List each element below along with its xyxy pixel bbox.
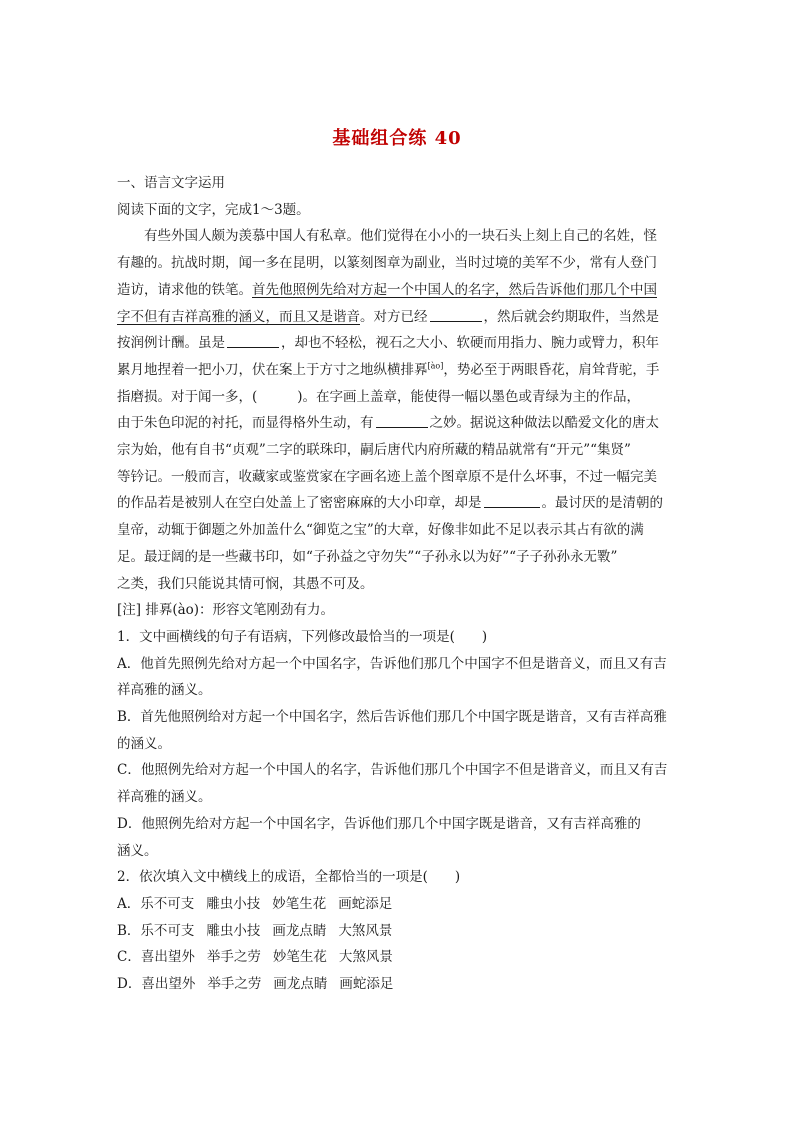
passage-line: 宗为始，他有自书“贞观”二字的联珠印，嗣后唐代内府所藏的精品就常有“开元”“集贤”: [117, 442, 631, 459]
passage-line: [117, 384, 679, 411]
fill-blank-3: [376, 413, 428, 428]
option-b: B．首先他照例给对方起一个中国名字，然后告诉他们那几个中国字既是谐音，又有吉祥高雅: [117, 709, 667, 726]
passage-text: 按润例计酬。虽是: [117, 335, 225, 352]
question-2: [117, 864, 679, 998]
passage-line: [117, 490, 679, 517]
question-1: [117, 624, 679, 864]
passage-line: 等钤记。一般而言，收藏家或鉴赏家在字画名迹上盖个图章原不是什么坏事，不过一幅完美: [117, 468, 657, 485]
option-item: 画蛇添足: [339, 976, 394, 993]
option-item: 画蛇添足: [338, 895, 393, 912]
option-item: 妙笔生花: [272, 949, 327, 966]
option-item: 大煞风景: [338, 922, 393, 939]
option-item: 大煞风景: [338, 949, 393, 966]
underlined-sentence: 首先他照例先给对方起一个中国人的名字，然后告诉他们那几个中国: [252, 281, 657, 298]
passage-line: 足。最迂阔的是一些藏书印，如“子孙益之守勿失”“子孙永以为好”“子子孙孙永无斁”: [117, 548, 618, 565]
passage-line: 有趣的。抗战时期，闻一多在昆明，以篆刻图章为副业，当时过境的美军不少，常有人登门: [117, 255, 657, 272]
option-d: D．他照例先给对方起一个中国名字，告诉他们那几个中国字既是谐音，又有吉祥高雅的: [117, 815, 641, 832]
passage-text: )。在字画上盖章，能使得一幅以墨色或青绿为主的作品，: [297, 388, 641, 405]
passage-text: 由于朱色印泥的衬托，而显得格外生动，有: [117, 415, 374, 432]
passage-text: 造访，请求他的铁笔。: [117, 281, 252, 298]
option-item: B．乐不可支: [117, 922, 195, 939]
passage-text: ，然后就会约期取件，当然是: [483, 308, 659, 325]
option-item: 画龙点睛: [272, 922, 327, 939]
fill-blank-4: [484, 493, 540, 508]
option-item: D．喜出望外: [117, 976, 196, 993]
passage-line: [117, 410, 679, 437]
passage-text: ，势必至于两眼昏花，肩耸背驼，手: [443, 361, 660, 378]
page-title: 基础组合练 40: [332, 128, 462, 149]
passage-line: [117, 357, 679, 384]
passage-text: 。对方已经: [360, 308, 428, 325]
passage-text: 累月地捏着一把小刀，伏在案上于方寸之地纵横排奡: [117, 361, 428, 378]
option-c: [117, 944, 679, 971]
passage-text: ，却也不轻松，视石之大小、软硬而用指力、腕力或臂力，积年: [281, 335, 659, 352]
pronunciation-superscript: [ào]: [427, 361, 444, 371]
option-item: 画龙点睛: [273, 976, 328, 993]
option-item: 雕虫小技: [206, 895, 261, 912]
passage-line: [117, 304, 679, 331]
passage-line: [117, 330, 679, 357]
reading-passage: [117, 223, 679, 597]
option-item: C．喜出望外: [117, 949, 195, 966]
option-item: 举手之劳: [206, 949, 261, 966]
option-item: A．乐不可支: [117, 895, 195, 912]
passage-line: 有些外国人颇为羡慕中国人有私章。他们觉得在小小的一块石头上刻上自己的名姓，怪: [144, 228, 657, 245]
document-body: [117, 170, 679, 998]
option-item: 举手之劳: [207, 976, 262, 993]
passage-line: 之类，我们只能说其情可悯，其愚不可及。: [117, 575, 374, 592]
option-b: [117, 918, 679, 945]
fill-blank-1: [430, 307, 482, 322]
passage-text: 指磨损。对于闻一多，(: [117, 388, 258, 405]
option-d-cont: 涵义。: [117, 842, 158, 859]
question-stem: 2．依次填入文中横线上的成语，全都恰当的一项是( ): [117, 869, 461, 886]
passage-text: 的作品若是被别人在空白处盖上了密密麻麻的大小印章，却是: [117, 495, 482, 512]
option-item: 妙笔生花: [272, 895, 327, 912]
underlined-sentence: 字不但有吉祥高雅的涵义，而且又是谐音: [117, 308, 360, 325]
question-stem: 1．文中画横线的句子有语病，下列修改最恰当的一项是( ): [117, 628, 488, 645]
option-c-cont: 祥高雅的涵义。: [117, 789, 212, 806]
option-a: A．他首先照例先给对方起一个中国名字，告诉他们那几个中国字不但是谐音义，而且又有吉: [117, 655, 667, 672]
option-a: [117, 891, 679, 918]
section-heading: 一、语言文字运用: [117, 175, 225, 191]
passage-text: 。最讨厌的是清朝的: [541, 495, 663, 512]
option-a-cont: 祥高雅的涵义。: [117, 682, 212, 699]
option-item: 雕虫小技: [206, 922, 261, 939]
passage-line: 皇帝，动辄于御题之外加盖什么“御览之宝”的大章，好像非如此不足以表示其占有欲的满: [117, 522, 644, 539]
option-d: [117, 971, 679, 998]
option-c: C．他照例先给对方起一个中国人的名字，告诉他们那几个中国字不但是谐音义，而且又有吉: [117, 762, 668, 779]
passage-text: 之妙。据说这种做法以酷爱文化的唐太: [429, 415, 659, 432]
footnote: [注] 排奡(ào)：形容文笔刚劲有力。: [117, 602, 335, 619]
passage-line: [117, 277, 679, 304]
fill-blank-2: [227, 333, 279, 348]
reading-instruction: 阅读下面的文字，完成1～3题。: [117, 201, 310, 218]
option-b-cont: 的涵义。: [117, 735, 171, 752]
